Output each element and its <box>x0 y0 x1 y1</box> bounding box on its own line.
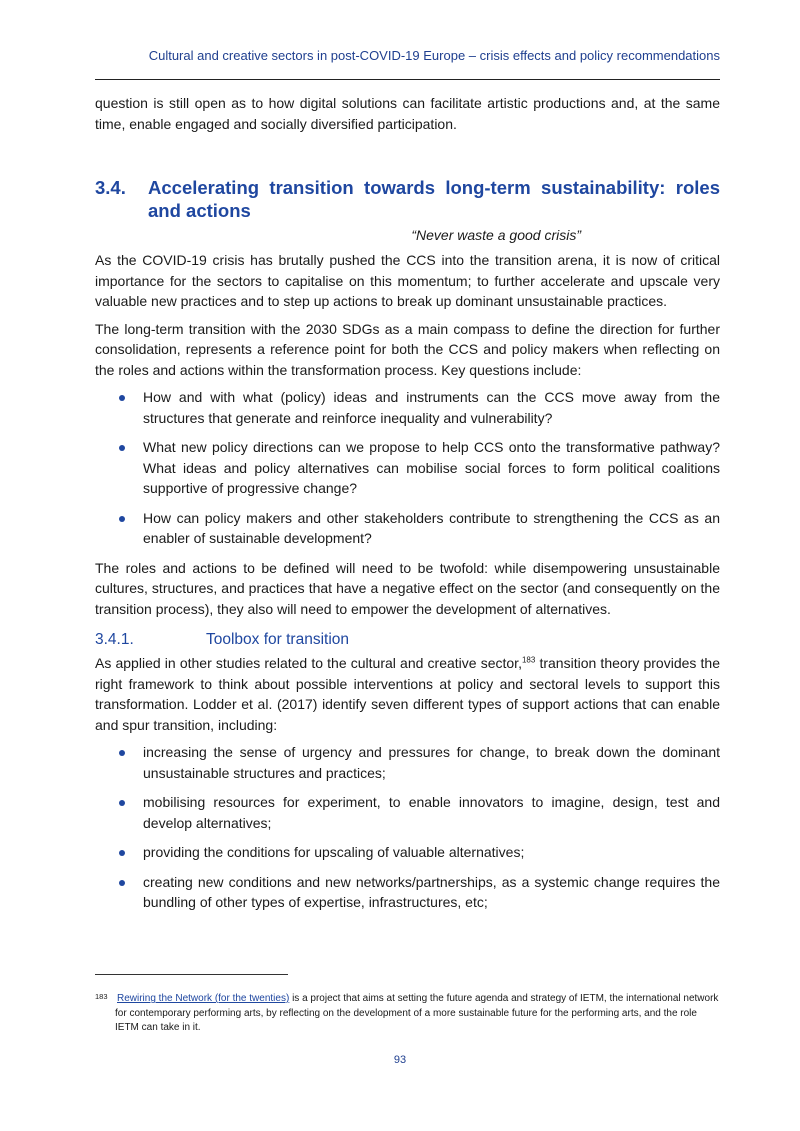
intro-paragraph: question is still open as to how digital solutions can facilitate artistic productions and, at the same time, enable engaged and socially diversified participation. <box>95 95 720 132</box>
list-item-text: How and with what (policy) ideas and instruments can the CCS move away from the structures that generate and reinforce inequality and vulnerability? <box>143 389 720 426</box>
header-divider <box>95 79 720 80</box>
key-questions-list <box>95 387 720 549</box>
subsection-text-end: transition theory provides the right framework to think about possible interventions at policy and sectoral levels to support this transformation. Lodder et al. (2017) identify seven different types of support actions that can enable and spur transition, including: <box>95 655 721 733</box>
footnote-body: is a project that aims at setting the future agenda and strategy of IETM, the international network for contemporary performing arts, by reflecting on the development of a more sustainable future for the performing arts, and the role IETM can take in it. <box>115 993 719 1033</box>
page-number: 93 <box>393 1054 407 1066</box>
bullet-icon <box>119 850 125 856</box>
subsection-title: Toolbox for transition <box>206 631 350 648</box>
list-item-text: increasing the sense of urgency and pressures for change, to break down the dominant unsustainable structures and practices; <box>143 744 720 781</box>
list-item <box>95 872 720 913</box>
bullet-icon <box>119 800 125 806</box>
bullet-icon <box>119 395 125 401</box>
section-paragraph: As the COVID-19 crisis has brutally pushed the CCS into the transition arena, it is now of critical importance for the sectors to capitalise on this momentum; to further accelerate and upscale very valuable new practices and to step up actions to break up dominant unsustainable practices. <box>95 252 720 309</box>
bullet-icon <box>119 516 125 522</box>
list-item <box>95 792 720 833</box>
list-item-text: How can policy makers and other stakeholders contribute to strengthening the CCS as an enabler of sustainable development? <box>143 509 720 546</box>
section-title: Accelerating transition towards long-term sustainability: roles and actions <box>148 177 720 221</box>
footnote <box>95 992 720 1036</box>
bullet-icon <box>119 750 125 756</box>
list-item-text: What new policy directions can we propose to help CCS onto the transformative pathway? What ideas and policy alternatives can mobilise social forces to form political coalitions supportive of progressive change? <box>143 439 720 496</box>
support-actions-list <box>95 742 720 913</box>
bullet-icon <box>119 445 125 451</box>
footnote-reference[interactable]: 183 <box>521 655 536 665</box>
footnote-link[interactable]: Rewiring the Network (for the twenties) <box>117 993 290 1004</box>
list-item <box>95 437 720 499</box>
footnote-text <box>95 992 720 1036</box>
list-item-text: creating new conditions and new networks/partnerships, as a systemic change requires the bundling of other types of expertise, infrastructures, etc; <box>143 873 720 910</box>
list-item <box>95 387 720 428</box>
footnote-number: 183 <box>95 992 108 1001</box>
section-closing-paragraph: The roles and actions to be defined will need to be twofold: while disempowering unsustainable cultures, structures, and practices that have a negative effect on the sector (and consequently on the transition process), they also will need to empower the development of alternatives. <box>95 559 720 617</box>
section-heading <box>95 176 720 222</box>
subsection-paragraph <box>95 653 720 735</box>
main-content <box>95 93 720 922</box>
list-item <box>95 742 720 783</box>
epigraph: “Never waste a good crisis” <box>411 227 581 243</box>
subsection-heading <box>95 630 720 650</box>
subsection-number: 3.4.1. <box>95 631 134 648</box>
section-number: 3.4. <box>95 177 126 198</box>
list-item-text: mobilising resources for experiment, to enable innovators to imagine, design, test and develop alternatives; <box>143 794 720 831</box>
list-item-text: providing the conditions for upscaling of valuable alternatives; <box>143 844 525 860</box>
subsection-text-start: As applied in other studies related to the cultural and creative sector, <box>95 655 522 671</box>
footnote-divider <box>95 974 288 975</box>
running-header: Cultural and creative sectors in post-COVID-19 Europe – crisis effects and policy recommendations <box>148 48 720 63</box>
bullet-icon <box>119 880 125 886</box>
list-item <box>95 508 720 549</box>
list-item <box>95 842 720 863</box>
section-paragraph: The long-term transition with the 2030 SDGs as a main compass to define the direction for further consolidation, represents a reference point for both the CCS and policy makers when reflecting on the roles and actions within the transformation process. Key questions include: <box>95 320 720 378</box>
